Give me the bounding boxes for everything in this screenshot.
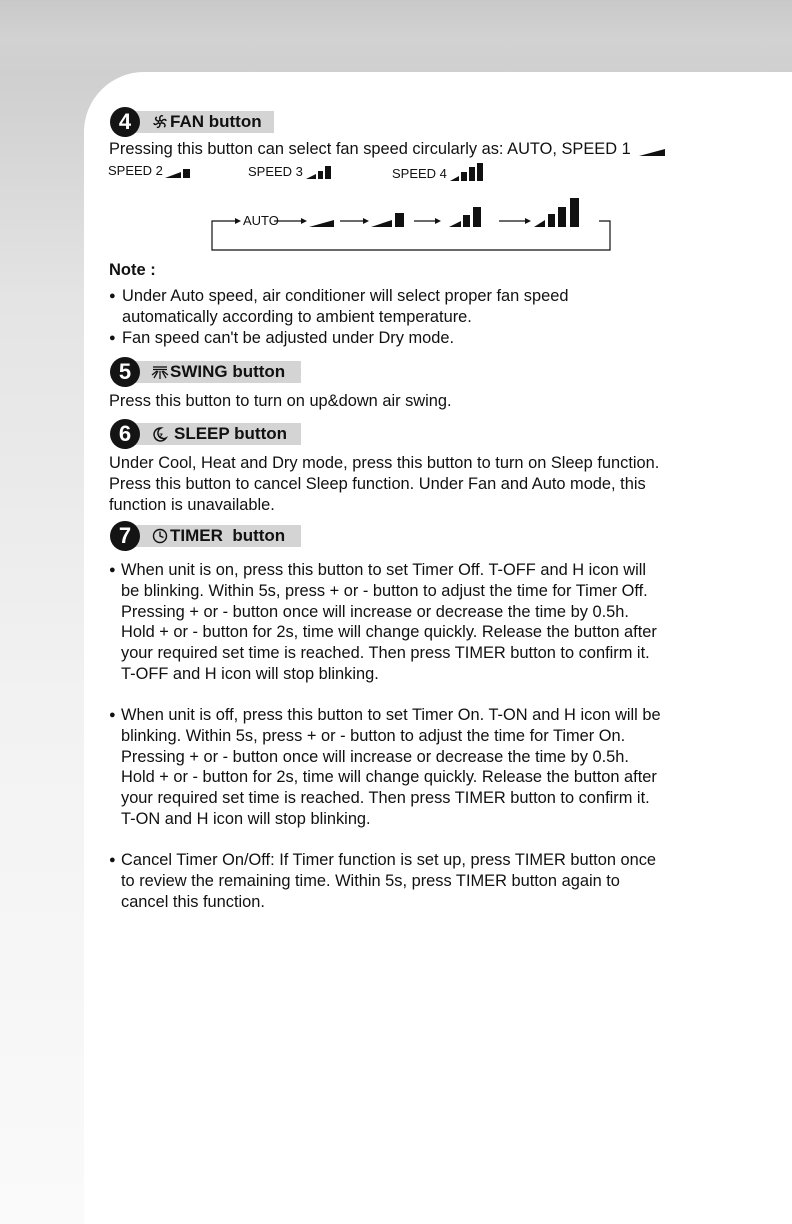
speed-4-icon bbox=[450, 163, 490, 181]
speed-3-icon bbox=[306, 163, 338, 179]
cycle-auto-label: AUTO bbox=[243, 213, 279, 228]
swing-description: Press this button to turn on up&down air swing. bbox=[109, 392, 452, 410]
swing-icon bbox=[151, 364, 169, 380]
timer-line: your required set time is reached. Then press TIMER button to confirm it. bbox=[121, 789, 650, 808]
timer-line: to review the remaining time. Within 5s, press TIMER button again to bbox=[121, 871, 620, 890]
note-item bbox=[109, 328, 749, 349]
timer-line: your required set time is reached. Then press TIMER button to confirm it. bbox=[121, 644, 650, 663]
svg-text:z: z bbox=[159, 431, 163, 440]
sleep-line: Press this button to cancel Sleep function. Under Fan and Auto mode, this bbox=[109, 474, 646, 493]
note-item bbox=[109, 286, 749, 328]
fan-section-title: FAN button bbox=[170, 112, 262, 131]
timer-line: ● When unit is off, press this button to set Timer On. T-ON and H icon will be bbox=[121, 706, 661, 724]
cycle-speed-2-icon bbox=[371, 220, 392, 227]
sleep-section-header bbox=[114, 423, 301, 445]
fan-intro bbox=[109, 139, 749, 160]
speed-1-icon bbox=[639, 144, 667, 156]
speed-3-label: SPEED 3 bbox=[248, 164, 303, 179]
fan-icon bbox=[151, 114, 169, 130]
timer-bullet-cancel bbox=[109, 850, 749, 912]
fan-notes bbox=[109, 286, 749, 348]
section-number-badge: 4 bbox=[110, 107, 140, 137]
sleep-section-title: SLEEP button bbox=[174, 424, 288, 443]
timer-line: Hold + or - button for 2s, time will change quickly. Release the button after bbox=[121, 768, 657, 787]
timer-bullet-item bbox=[109, 560, 749, 685]
timer-line: ● When unit is on, press this button to set Timer Off. T-OFF and H icon will bbox=[121, 561, 647, 579]
speed-4-label: SPEED 4 bbox=[392, 166, 447, 181]
swing-section-title: SWING button bbox=[170, 362, 286, 381]
cycle-speed-1-icon bbox=[309, 220, 334, 227]
timer-line: be blinking. Within 5s, press + or - button to adjust the time for Timer Off. bbox=[121, 581, 648, 600]
sleep-line: function is unavailable. bbox=[109, 495, 275, 514]
fan-intro-text: Pressing this button can select fan speed circularly as: AUTO, SPEED 1 bbox=[109, 140, 631, 158]
speed-2-label: SPEED 2 bbox=[108, 163, 163, 178]
section-number-badge: 5 bbox=[110, 357, 140, 387]
timer-line: T-ON and H icon will stop blinking. bbox=[121, 809, 371, 828]
timer-section-header bbox=[114, 525, 301, 547]
fan-section-header bbox=[114, 111, 274, 133]
note-line: ● Fan speed can't be adjusted under Dry mode. bbox=[122, 328, 455, 347]
fan-speed-cycle-diagram bbox=[205, 196, 617, 252]
timer-bullet-off bbox=[109, 560, 749, 685]
timer-line: Pressing + or - button once will increase or decrease the time by 0.5h. bbox=[121, 602, 629, 621]
timer-line: Hold + or - button for 2s, time will change quickly. Release the button after bbox=[121, 623, 657, 642]
timer-line: cancel this function. bbox=[121, 892, 265, 911]
clock-icon bbox=[151, 528, 169, 544]
speed-3-item bbox=[248, 163, 338, 179]
sleep-description bbox=[109, 453, 749, 515]
timer-line: blinking. Within 5s, press + or - button to adjust the time for Timer On. bbox=[121, 726, 626, 745]
timer-section-title: TIMER button bbox=[170, 526, 286, 545]
timer-line: ● Cancel Timer On/Off: If Timer function is set up, press TIMER button once bbox=[121, 851, 657, 869]
swing-section-header bbox=[114, 361, 301, 383]
timer-line: T-OFF and H icon will stop blinking. bbox=[121, 664, 379, 683]
section-number-badge: 7 bbox=[110, 521, 140, 551]
speed-4-item bbox=[392, 163, 490, 181]
note-label: Note : bbox=[109, 261, 156, 279]
sleep-line: Under Cool, Heat and Dry mode, press this button to turn on Sleep function. bbox=[109, 454, 660, 472]
note-line: automatically according to ambient temperature. bbox=[122, 307, 472, 326]
cycle-speed-4-icon bbox=[534, 220, 545, 227]
cycle-speed-3-icon bbox=[449, 221, 461, 227]
section-number-badge: 6 bbox=[110, 419, 140, 449]
note-line: ● Under Auto speed, air conditioner will select proper fan speed bbox=[122, 287, 569, 305]
timer-line: Pressing + or - button once will increase or decrease the time by 0.5h. bbox=[121, 747, 629, 766]
timer-bullet-item bbox=[109, 850, 749, 912]
speed-2-item bbox=[108, 163, 197, 178]
timer-bullet-item bbox=[109, 705, 749, 830]
sleep-icon bbox=[151, 426, 169, 442]
speed-2-icon bbox=[165, 164, 197, 178]
timer-bullet-on bbox=[109, 705, 749, 830]
